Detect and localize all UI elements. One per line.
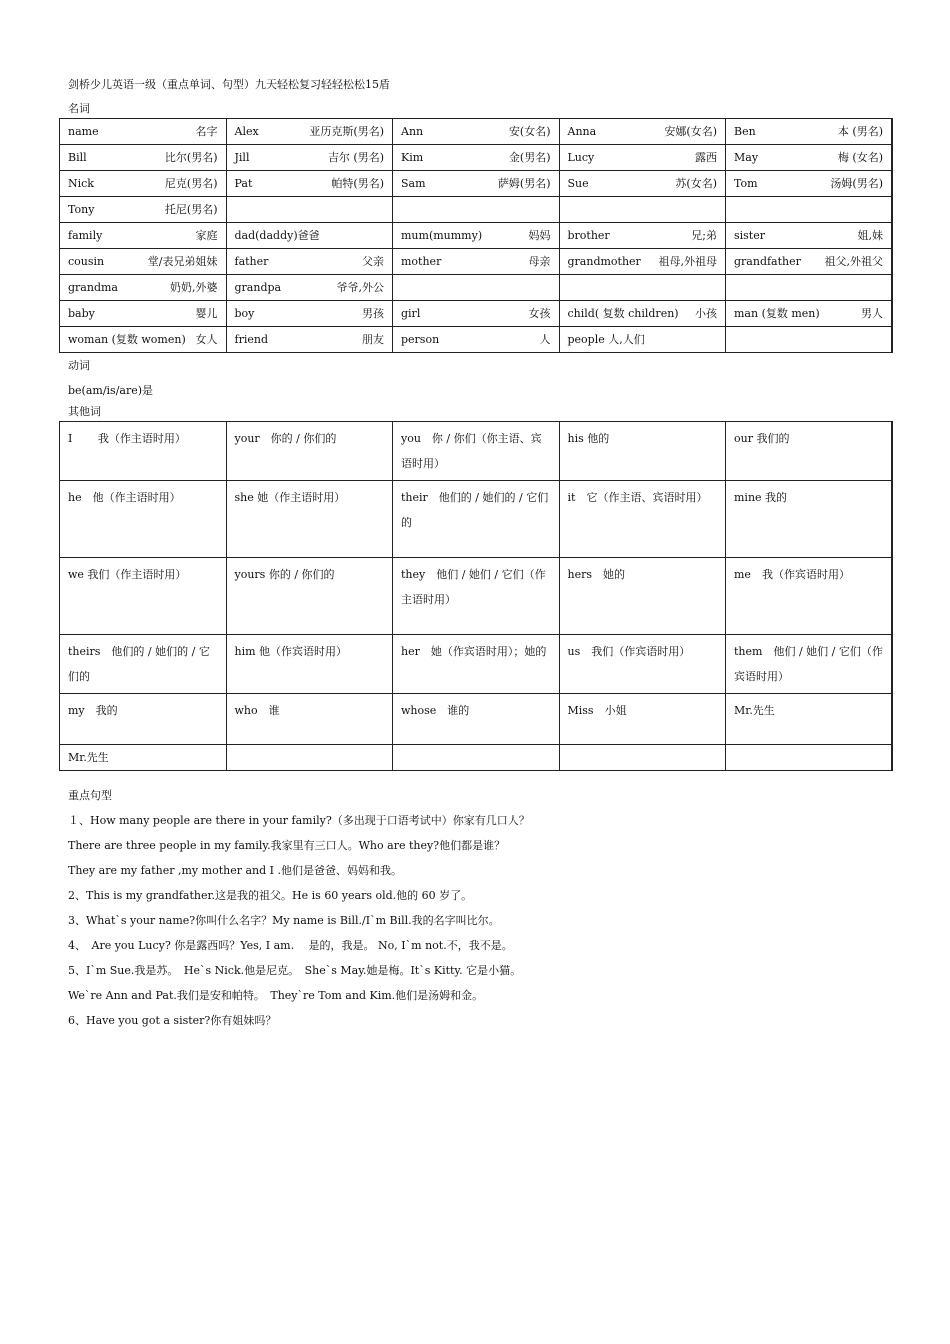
noun-english: Ben (734, 125, 756, 138)
noun-english: grandma (68, 281, 118, 294)
other-word-cell (559, 745, 726, 771)
other-word-cell: I 我（作主语时用） (60, 422, 227, 481)
table-row (60, 171, 893, 197)
noun-cell (726, 249, 893, 275)
noun-english: friend (234, 333, 268, 346)
noun-cell (60, 197, 227, 223)
noun-cell (393, 197, 560, 223)
other-word-cell: your 你的 / 你们的 (226, 422, 393, 481)
noun-cell (559, 197, 726, 223)
noun-cell (226, 249, 393, 275)
table-row (60, 422, 893, 481)
noun-cell (393, 327, 560, 353)
other-word-cell: them 他们 / 她们 / 它们（作宾语时用） (726, 635, 893, 694)
table-row (60, 481, 893, 558)
noun-cell (726, 119, 893, 145)
noun-chinese: 父亲 (362, 255, 384, 268)
noun-english: grandfather (734, 255, 801, 268)
noun-cell (559, 327, 726, 353)
other-word-cell: they 他们 / 她们 / 它们（作主语时用） (393, 558, 560, 635)
table-row (60, 249, 893, 275)
noun-chinese: 帕特(男名) (331, 177, 384, 190)
noun-english: boy (234, 307, 255, 320)
noun-cell (60, 327, 227, 353)
noun-english: person (401, 333, 440, 346)
noun-english: family (68, 229, 103, 242)
other-word-cell: their 他们的 / 她们的 / 它们的 (393, 481, 560, 558)
nouns-section-label: 名词 (68, 102, 90, 115)
other-word-cell (393, 745, 560, 771)
noun-cell (559, 145, 726, 171)
noun-english: Ann (401, 125, 424, 138)
noun-chinese: 母亲 (528, 255, 551, 268)
other-word-cell: his 他的 (559, 422, 726, 481)
noun-chinese: 吉尔 (男名) (327, 151, 384, 164)
noun-cell (60, 301, 227, 327)
noun-cell (726, 223, 893, 249)
noun-cell (393, 171, 560, 197)
other-word-cell: Miss 小姐 (559, 694, 726, 745)
noun-chinese: 汤姆(男名) (830, 177, 883, 190)
key-sentences-section (59, 783, 893, 1033)
noun-cell (726, 197, 893, 223)
noun-cell (226, 197, 393, 223)
noun-chinese: 姐,妹 (857, 229, 883, 242)
others-section-label: 其他词 (68, 405, 101, 418)
other-word-cell: theirs 他们的 / 她们的 / 它们的 (60, 635, 227, 694)
noun-cell (226, 171, 393, 197)
noun-english: Jill (234, 151, 250, 164)
table-row (60, 327, 893, 353)
noun-english: dad(daddy)爸爸 (234, 229, 320, 242)
noun-cell (60, 119, 227, 145)
table-row (60, 119, 893, 145)
noun-chinese: 家庭 (195, 229, 218, 242)
sentences-section-label: 重点句型 (68, 789, 112, 802)
noun-cell (393, 119, 560, 145)
noun-cell (226, 327, 393, 353)
noun-cell (393, 249, 560, 275)
noun-cell (559, 171, 726, 197)
table-row (60, 145, 893, 171)
noun-cell (226, 119, 393, 145)
noun-chinese: 苏(女名) (675, 177, 717, 190)
other-word-cell: hers 她的 (559, 558, 726, 635)
noun-cell (726, 301, 893, 327)
noun-cell (60, 275, 227, 301)
noun-chinese: 婴儿 (195, 307, 218, 320)
noun-chinese: 托尼(男名) (164, 203, 218, 216)
noun-english: Nick (68, 177, 94, 190)
noun-cell (726, 171, 893, 197)
noun-cell (393, 275, 560, 301)
noun-cell (226, 145, 393, 171)
noun-english: mother (401, 255, 442, 268)
noun-english: Pat (234, 177, 253, 190)
table-row (60, 197, 893, 223)
noun-english: Kim (401, 151, 424, 164)
noun-cell (559, 301, 726, 327)
other-word-cell: him 他（作宾语时用） (226, 635, 393, 694)
other-word-cell: mine 我的 (726, 481, 893, 558)
noun-cell (559, 223, 726, 249)
noun-english: mum(mummy) (401, 229, 483, 242)
sentence-line: 6、Have you got a sister?你有姐妹吗？ (68, 1014, 277, 1027)
noun-chinese: 男人 (861, 307, 883, 320)
noun-cell (60, 249, 227, 275)
table-row (60, 275, 893, 301)
noun-cell (393, 301, 560, 327)
noun-chinese: 小孩 (695, 307, 717, 320)
noun-english: cousin (68, 255, 105, 268)
noun-cell (726, 145, 893, 171)
noun-english: grandpa (234, 281, 282, 294)
table-row (60, 301, 893, 327)
noun-chinese: 男孩 (362, 307, 384, 320)
noun-english: grandmother (567, 255, 641, 268)
table-row (60, 745, 893, 771)
noun-english: people 人,人们 (567, 333, 645, 346)
table-row (60, 635, 893, 694)
other-word-cell: my 我的 (60, 694, 227, 745)
sentence-line: They are my father ,my mother and I .他们是爸爸、妈妈和我。 (68, 864, 402, 877)
noun-english: Sue (567, 177, 589, 190)
other-word-cell (726, 745, 893, 771)
noun-english: woman (复数 women) (68, 333, 186, 346)
noun-cell (60, 145, 227, 171)
other-word-cell: Mr.先生 (726, 694, 893, 745)
noun-cell (393, 145, 560, 171)
noun-english: Alex (234, 125, 259, 138)
noun-chinese: 女人 (195, 333, 218, 346)
other-words-table (59, 421, 893, 771)
noun-chinese: 朋友 (362, 333, 384, 346)
sentences-list (59, 808, 893, 1033)
other-word-cell: us 我们（作宾语时用） (559, 635, 726, 694)
noun-cell (726, 275, 893, 301)
noun-chinese: 人 (539, 333, 551, 346)
noun-english: father (234, 255, 269, 268)
noun-english: brother (567, 229, 610, 242)
noun-english: Bill (68, 151, 87, 164)
sentence-line: There are three people in my family.我家里有三口人。Who are they?他们都是谁？ (68, 839, 506, 852)
noun-english: child( 复数 children) (567, 307, 679, 320)
noun-chinese: 本 (男名) (837, 125, 883, 138)
other-word-cell: who 谁 (226, 694, 393, 745)
noun-cell (226, 223, 393, 249)
noun-chinese: 安(女名) (508, 125, 551, 138)
other-word-cell: we 我们（作主语时用） (60, 558, 227, 635)
sentence-line: 2、This is my grandfather.这是我的祖父。He is 60 years old.他的 60 岁了。 (68, 889, 473, 902)
noun-chinese: 爷爷,外公 (336, 281, 384, 294)
sentence-line: 5、I`m Sue.我是苏。 He`s Nick.他是尼克。 She`s May.她是梅。It`s Kitty. 它是小猫。 (68, 964, 522, 977)
noun-english: man (复数 men) (734, 307, 820, 320)
other-word-cell: he 他（作主语时用） (60, 481, 227, 558)
noun-cell (226, 275, 393, 301)
table-row (60, 558, 893, 635)
noun-chinese: 安娜(女名) (664, 125, 717, 138)
noun-english: Sam (401, 177, 426, 190)
table-row (60, 223, 893, 249)
noun-english: May (734, 151, 759, 164)
other-word-cell: it 它（作主语、宾语时用） (559, 481, 726, 558)
noun-cell (393, 223, 560, 249)
verbs-section-label: 动词 (68, 359, 90, 372)
noun-chinese: 金(男名) (508, 151, 551, 164)
document-title: 剑桥少儿英语一级（重点单词、句型）九天轻松复习轻轻松松15盾 (68, 78, 390, 91)
noun-chinese: 梅 (女名) (837, 151, 883, 164)
document-body (59, 72, 893, 771)
noun-chinese: 堂/表兄弟姐妹 (147, 255, 218, 268)
noun-chinese: 亚历克斯(男名) (309, 125, 384, 138)
noun-cell (559, 249, 726, 275)
noun-chinese: 萨姆(男名) (497, 177, 551, 190)
noun-chinese: 露西 (695, 151, 717, 164)
noun-chinese: 妈妈 (528, 229, 551, 242)
noun-english: sister (734, 229, 765, 242)
noun-cell (60, 223, 227, 249)
noun-cell (559, 275, 726, 301)
sentence-line: 3、What`s your name?你叫什么名字？My name is Bill./I`m Bill.我的名字叫比尔。 (68, 914, 500, 927)
sentence-line: １、How many people are there in your family?（多出现于口语考试中）你家有几口人？ (68, 814, 530, 827)
other-word-cell: she 她（作主语时用） (226, 481, 393, 558)
noun-english: Tom (734, 177, 758, 190)
sentence-line: 4、 Are you Lucy? 你是露西吗？Yes, I am. 是的，我是。 No, I`m not.不，我不是。 (68, 939, 513, 952)
other-word-cell: yours 你的 / 你们的 (226, 558, 393, 635)
nouns-table (59, 118, 893, 353)
other-word-cell: our 我们的 (726, 422, 893, 481)
noun-chinese: 女孩 (528, 307, 551, 320)
sentence-line: We`re Ann and Pat.我们是安和帕特。 They`re Tom and Kim.他们是汤姆和金。 (68, 989, 484, 1002)
noun-chinese: 比尔(男名) (164, 151, 218, 164)
noun-english: Lucy (567, 151, 595, 164)
noun-english: name (68, 125, 99, 138)
noun-cell (60, 171, 227, 197)
noun-cell (226, 301, 393, 327)
verbs-line: be(am/is/are)是 (68, 384, 154, 397)
other-word-cell: her 她（作宾语时用）；她的 (393, 635, 560, 694)
other-word-cell: me 我（作宾语时用） (726, 558, 893, 635)
noun-chinese: 尼克(男名) (164, 177, 218, 190)
other-word-cell: whose 谁的 (393, 694, 560, 745)
noun-english: girl (401, 307, 421, 320)
noun-english: Tony (68, 203, 95, 216)
noun-chinese: 祖父,外祖父 (824, 255, 883, 268)
noun-chinese: 名字 (195, 125, 218, 138)
other-word-cell: you 你 / 你们（你主语、宾语时用） (393, 422, 560, 481)
noun-chinese: 祖母,外祖母 (658, 255, 717, 268)
noun-cell (726, 327, 893, 353)
table-row (60, 694, 893, 745)
noun-chinese: 兄;弟 (691, 229, 717, 242)
other-word-cell: Mr.先生 (60, 745, 227, 771)
noun-cell (559, 119, 726, 145)
other-word-cell (226, 745, 393, 771)
noun-english: Anna (567, 125, 597, 138)
noun-chinese: 奶奶,外婆 (170, 281, 218, 294)
noun-english: baby (68, 307, 95, 320)
